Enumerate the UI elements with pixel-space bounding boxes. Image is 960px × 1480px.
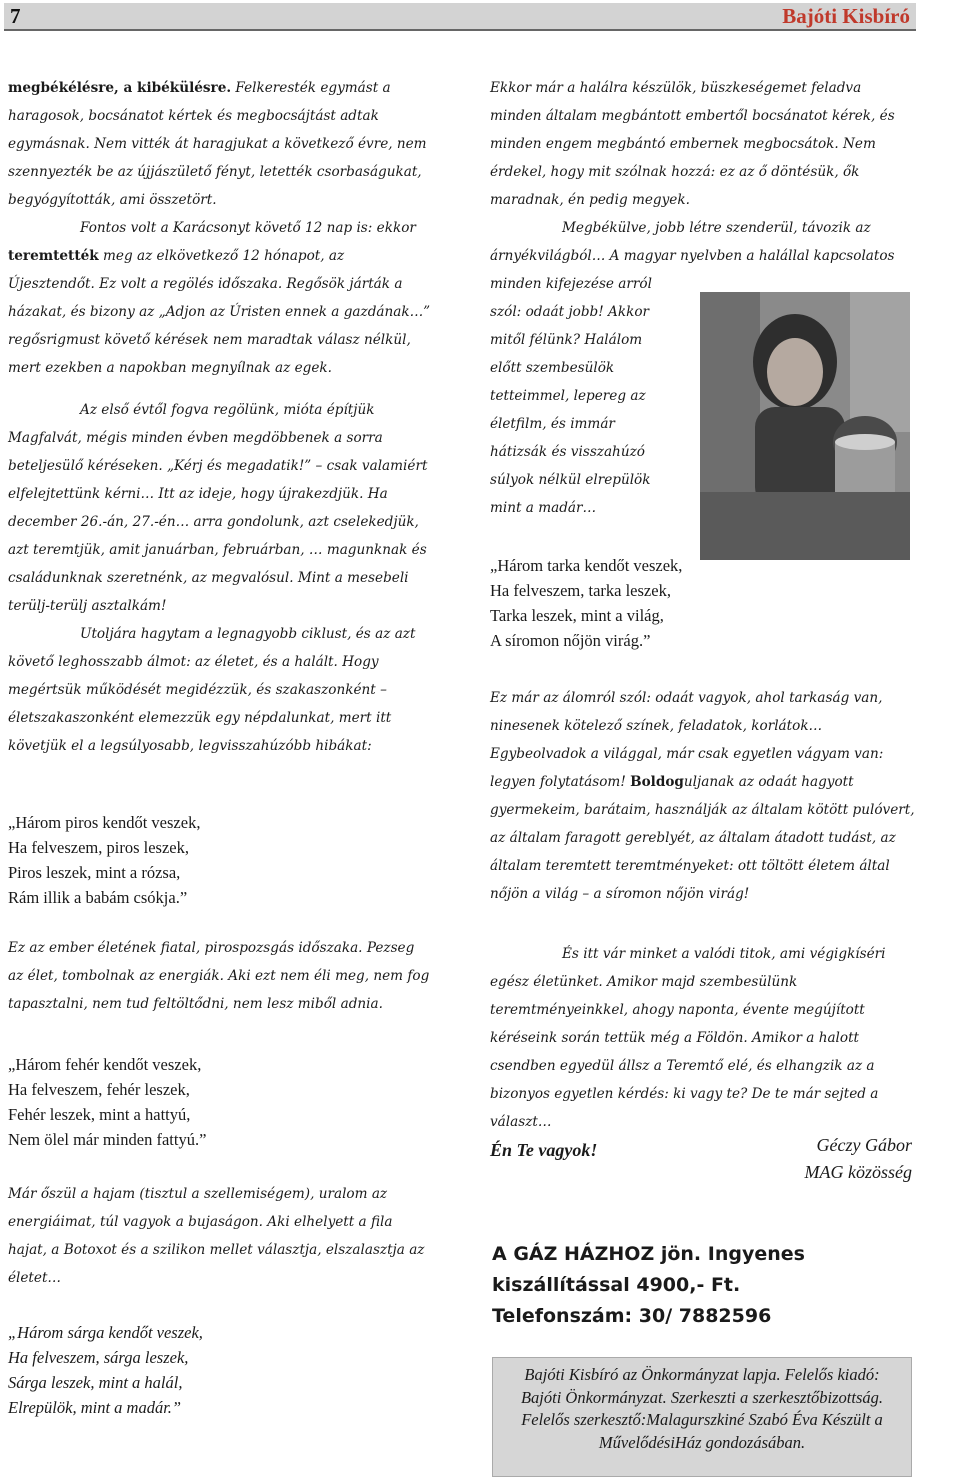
verse-line: Nem ölel már minden fattyú.” [8, 1130, 207, 1149]
verse-sarga [8, 1320, 428, 1420]
verse-line: Tarka leszek, mint a világ, [490, 606, 664, 625]
right-column-top [490, 74, 915, 270]
narrow-line: mint a madár… [490, 500, 597, 516]
signature [700, 1132, 912, 1186]
verse-line: Rám illik a babám csókja.” [8, 888, 188, 907]
verse-line: „Három tarka kendőt veszek, [490, 556, 683, 575]
verse-feher [8, 1052, 428, 1152]
p3-b: uljanak az odaát hagyott gyermekeim, barátaim, használják az általam kötött pulóvert, az általam faragott gereblyét, az általam átadott tudást, az általam teremtett teremtményeket: ott töltött életem által nőjön a világ – a síromon nőjön virág! [490, 774, 915, 902]
elderly-woman-photo [700, 292, 910, 560]
ad-line: A GÁZ HÁZHOZ jön. Ingyenes [492, 1243, 805, 1265]
paragraph-fiatal: Ez az ember életének fiatal, pirospozsgás időszaka. Pezseg az élet, tombolnak az energiák. Aki ezt nem éli meg, nem fog tapasztalni, nem tud feltöltődni, nem lesz miből adnia. [8, 940, 430, 1012]
paragraph-regoles: Az első évtől fogva regölünk, mióta építjük Magfalvát, mégis minden évben megdöbbenek a sorra beteljesülő kéréseken. „Kérj és megadatik!” – csak valamiért elfelejtettünk kérni… Itt az ideje, hogy újrakezdjük. Ha december 26.-án, 27.-én… arra gondolunk, azt cselekedjük, azt teremtjük, amit januárban, februárban, … magunknak és családunknak szeretnénk, az megvalósul. Mint a mesebeli terülj-terülj asztalkám! [8, 402, 428, 614]
narrow-line: tetteimmel, lepereg az [490, 388, 646, 404]
paragraph-halal: Ekkor már a halálra készülök, büszkeségemet feladva minden általam megbántott embertől bocsánatot kérek, és minden engem megbántó embernek megbocsátok. Nem érdekel, hogy mit szólnak hozzá: ez az ő döntésük, ők maradnak, én pedig megyek. [490, 80, 895, 208]
verse-line: „Három piros kendőt veszek, [8, 813, 201, 832]
closing-statement: Én Te vagyok! [490, 1140, 598, 1160]
photo-illustration [700, 292, 910, 560]
paragraph-oszul: Már őszül a hajam (tisztul a szellemiségem), uralom az energiáimat, túl vagyok a bujaságon. Aki elhelyett a fila hajat, a Botoxot és a szilikon mellet választja, elszalasztja az életet… [8, 1186, 425, 1286]
ad-phone: Telefonszám: 30/ 7882596 [492, 1305, 772, 1327]
verse-line: Sárga leszek, mint a halál, [8, 1373, 183, 1392]
p4-text: És itt vár minket a valódi titok, ami végigkíséri egész életünket. Amikor majd szembesülünk teremtményeinkkel, ahogy naponta, évente megújított kéréseink során tettük még a Földön. Amikor a halott csendben egyedül állsz a Teremtő elé, és elhangzik az a bizonyos egyetlen kérdés: ki vagy te? De te már sejted a választ… [490, 946, 886, 1130]
page-header [4, 3, 916, 31]
paragraph-titok [490, 940, 915, 1164]
intro-paragraph [8, 74, 433, 214]
verse-line: Ha felveszem, tarka leszek, [490, 581, 671, 600]
verse-line: Ha felveszem, piros leszek, [8, 838, 189, 857]
paragraph-ciklus: Utoljára hagytam a legnagyobb ciklust, és az azt követő leghosszabb álmot: az életet, és a halált. Hogy megértsük működését megidézzük, és szakaszonként – életszakaszonként elemezzük egy népdalunkat, mert itt követjük el a legsúlyosabb, legvisszahúzóbb hibákat: [8, 626, 416, 754]
newspaper-title: Bajóti Kisbíró [782, 3, 910, 28]
verse-line: Piros leszek, mint a rózsa, [8, 863, 181, 882]
verse-line: Ha felveszem, fehér leszek, [8, 1080, 190, 1099]
narrow-line: szól: odaát jobb! Akkor [490, 304, 650, 320]
narrow-line: mitől félünk? Halálom [490, 332, 643, 348]
author-name: Géczy Gábor [816, 1135, 912, 1155]
narrow-line: előtt szembesülök [490, 360, 615, 376]
verse-line: Ha felveszem, sárga leszek, [8, 1348, 189, 1367]
paragraph-karacsony [8, 214, 433, 382]
verse-line: A síromon nőjön virág.” [490, 631, 651, 650]
p2-bold: teremtették [8, 248, 99, 264]
author-org: MAG közösség [804, 1162, 912, 1182]
narrow-line: életfilm, és immár [490, 416, 615, 432]
page-number: 7 [10, 3, 21, 28]
intro-bold: megbékélésre, a kibékülésre. [8, 80, 232, 96]
paragraph-megbekulve: Megbékülve, jobb létre szenderül, távozik az árnyékvilágból… A magyar nyelvben a halállal kapcsolatos [490, 220, 895, 264]
narrow-line: súlyok nélkül elrepülök [490, 472, 651, 488]
paragraph-alom [490, 684, 915, 908]
right-narrow-text [490, 270, 695, 522]
gas-advertisement [492, 1239, 912, 1332]
p2-b: meg az elkövetkező 12 hónapot, az Újesztendőt. Ez volt a regölés időszaka. Regősök járták a házakat, és bizony az „Adjon az Úristen ennek a gazdának…” regősrigmust követő kérések nem maradtak válasz nélkül, mert ezekben a napokban megnyílnak az egek. [8, 248, 431, 376]
left-column-top [8, 74, 433, 760]
verse-line: „Három fehér kendőt veszek, [8, 1055, 202, 1074]
verse-piros [8, 810, 428, 910]
intro-text: Felkeresték egymást a haragosok, bocsánatot kértek és megbocsájtást adtak egymásnak. Nem vitték át haragjukat a következő évre, nem szennyezték be az újjászülető fényt, letették csorbaságukat, begyógyították, ami összetört. [8, 80, 427, 208]
verse-line: Fehér leszek, mint a hattyú, [8, 1105, 191, 1124]
p3-a: Ez már az álomról szól: odaát vagyok, ahol tarkaság van, ninesenek kötelező színek, feladatok, korlátok… Egybeolvadok a világgal, már csak egyetlen vágyam van: legyen folytatásom! [490, 690, 884, 790]
p3-bold: Boldog [630, 774, 684, 790]
ad-line: kiszállítással 4900,- Ft. [492, 1274, 741, 1296]
verse-line: Elrepülök, mint a madár.” [8, 1398, 182, 1417]
verse-tarka [490, 553, 910, 653]
narrow-line: hátizsák és visszahúzó [490, 444, 645, 460]
p2-a: Fontos volt a Karácsonyt követő 12 nap is: ekkor [80, 220, 416, 236]
narrow-line: minden kifejezése arról [490, 276, 652, 292]
verse-line: „Három sárga kendőt veszek, [8, 1323, 203, 1342]
colophon-box: Bajóti Kisbíró az Önkormányzat lapja. Felelős kiadó: Bajóti Önkormányzat. Szerkeszti a szerkesztőbizottság. Felelős szerkesztő:Malagurszkiné Szabó Éva Készült a MűvelődésiHáz gondozásában. [492, 1357, 912, 1477]
